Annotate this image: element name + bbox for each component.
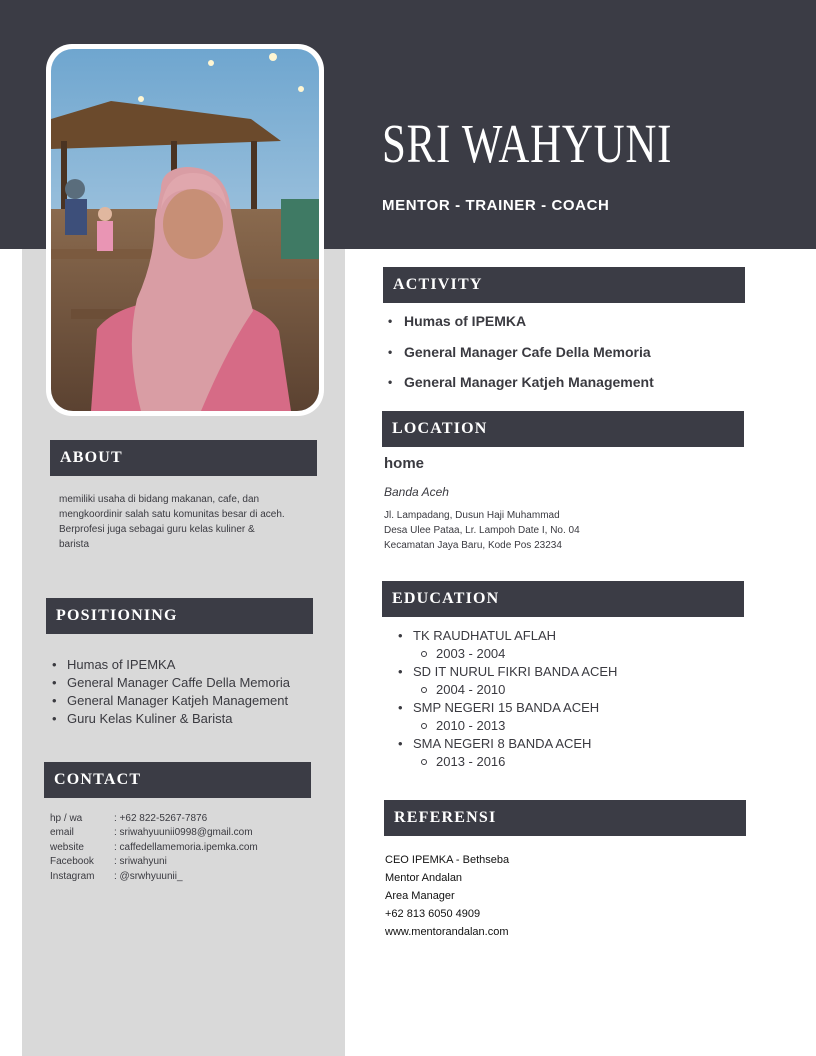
education-item	[398, 627, 617, 663]
contact-label: Instagram	[50, 870, 95, 882]
school-name: SMP NEGERI 15 BANDA ACEH	[413, 700, 600, 715]
contact-row-email	[50, 826, 258, 840]
about-line: Berprofesi juga sebagai guru kelas kuliner &	[59, 524, 255, 535]
referensi-details	[385, 851, 509, 941]
referensi-line: +62 813 6050 4909	[385, 908, 481, 920]
about-heading: ABOUT	[50, 440, 317, 476]
about-text	[59, 492, 329, 552]
location-city: Banda Aceh	[384, 485, 449, 499]
education-item	[398, 699, 617, 735]
school-name: TK RAUDHATUL AFLAH	[413, 628, 557, 643]
school-years: 2003 - 2004	[413, 645, 617, 663]
referensi-line: Mentor Andalan	[385, 872, 463, 884]
referensi-line: CEO IPEMKA - Bethseba	[385, 854, 510, 866]
contact-row-facebook	[50, 855, 258, 869]
contact-row-instagram	[50, 870, 258, 884]
address-line: Kecamatan Jaya Baru, Kode Pos 23234	[384, 540, 562, 551]
positioning-heading: POSITIONING	[46, 598, 313, 634]
location-heading: LOCATION	[382, 411, 744, 447]
school-years: 2013 - 2016	[413, 753, 617, 771]
contact-row-website	[50, 841, 258, 855]
contact-label: email	[50, 827, 74, 839]
school-name: SD IT NURUL FIKRI BANDA ACEH	[413, 664, 618, 679]
referensi-line: Area Manager	[385, 890, 455, 902]
list-item: • Humas of IPEMKA	[52, 656, 290, 674]
contact-value: : sriwahyuni	[114, 856, 167, 868]
address-line: Desa Ulee Pataa, Lr. Lampoh Date I, No. 04	[384, 525, 580, 536]
list-item: • Humas of IPEMKA	[388, 311, 654, 342]
person-tagline: MENTOR - TRAINER - COACH	[382, 197, 610, 214]
contact-label: Facebook	[50, 856, 94, 868]
contact-label: hp / wa	[50, 813, 83, 824]
list-item: • General Manager Katjeh Management	[388, 372, 654, 403]
education-list	[398, 627, 617, 771]
contact-value: : caffedellamemoria.ipemka.com	[114, 841, 258, 853]
education-item	[398, 735, 617, 771]
school-years: 2004 - 2010	[413, 681, 617, 699]
education-heading: EDUCATION	[382, 581, 744, 617]
about-line: barista	[59, 539, 90, 550]
referensi-line: www.mentorandalan.com	[385, 926, 509, 938]
contact-label: website	[50, 841, 84, 853]
list-item: • General Manager Katjeh Management	[52, 692, 290, 710]
location-place: home	[384, 455, 425, 472]
contact-details	[50, 812, 258, 884]
positioning-list	[52, 656, 290, 728]
list-item: • General Manager Cafe Della Memoria	[388, 342, 654, 373]
school-years: 2010 - 2013	[413, 717, 617, 735]
contact-value: : +62 822-5267-7876	[114, 813, 208, 824]
profile-photo-illustration	[51, 49, 319, 411]
contact-value: : @srwhyuunii_	[114, 870, 183, 882]
activity-heading: ACTIVITY	[383, 267, 745, 303]
about-line: memiliki usaha di bidang makanan, cafe, dan	[59, 494, 260, 505]
education-item	[398, 663, 617, 699]
activity-list	[388, 311, 654, 403]
referensi-heading: REFERENSI	[384, 800, 746, 836]
profile-photo	[51, 49, 319, 411]
school-name: SMA NEGERI 8 BANDA ACEH	[413, 736, 592, 751]
location-address	[384, 508, 580, 553]
contact-heading: CONTACT	[44, 762, 311, 798]
profile-photo-frame	[46, 44, 324, 416]
contact-value: : sriwahyuunii0998@gmail.com	[114, 827, 253, 839]
list-item: • Guru Kelas Kuliner & Barista	[52, 710, 290, 728]
contact-row-phone	[50, 812, 258, 826]
list-item: • General Manager Caffe Della Memoria	[52, 674, 290, 692]
about-line: mengkoordinir salah satu komunitas besar di aceh.	[59, 509, 285, 520]
person-name: SRI WAHYUNI	[382, 113, 673, 174]
address-line: Jl. Lampadang, Dusun Haji Muhammad	[384, 510, 560, 521]
